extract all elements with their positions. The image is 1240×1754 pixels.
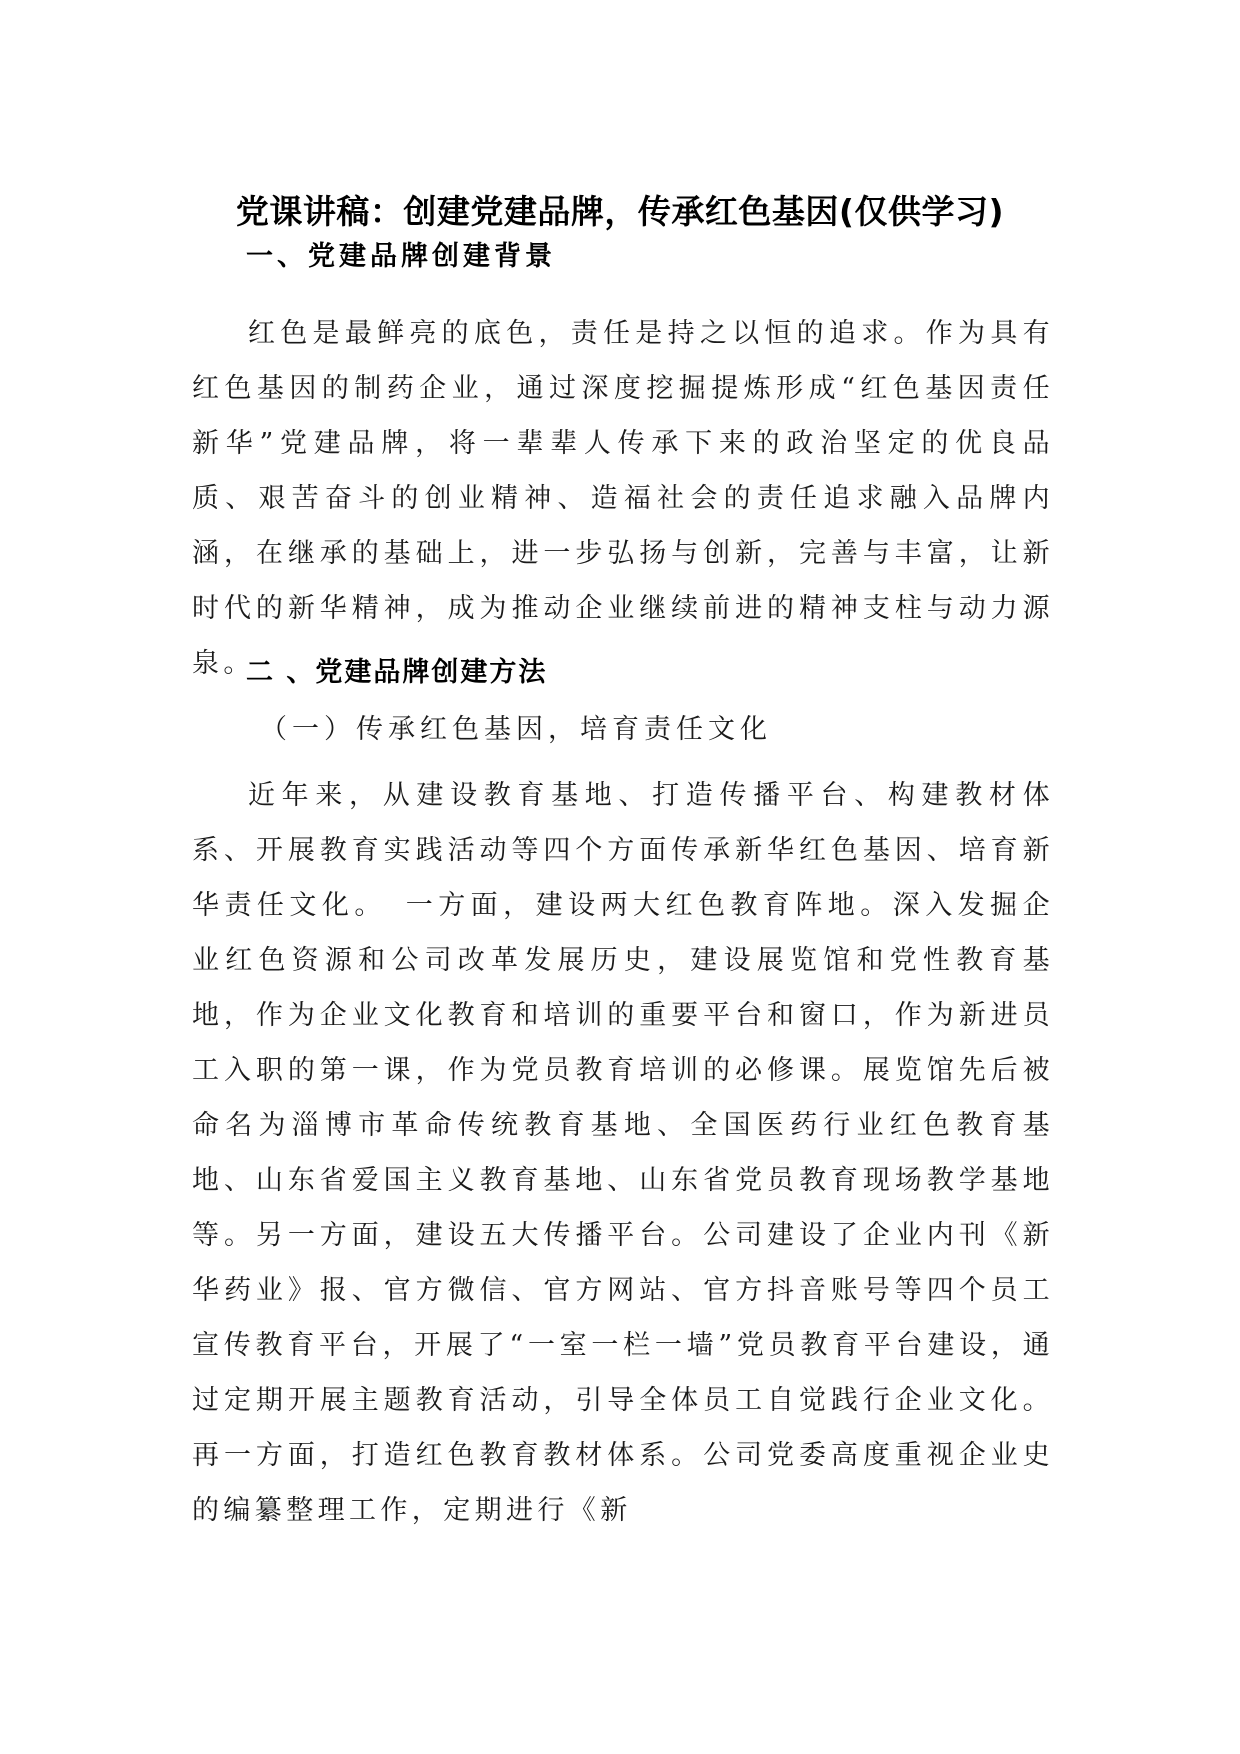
document-title: 党课讲稿：创建党建品牌，传承红色基因(仅供学习) — [235, 192, 1005, 231]
paragraph-background: 红色是最鲜亮的底色，责任是持之以恒的追求。作为具有红色基因的制药企业，通过深度挖掘提炼形成“红色基因责任新华”党建品牌，将一辈辈人传承下来的政治坚定的优良品质、艰苦奋斗的创业精神、造福社会的责任追求融入品牌内涵，在继承的基础上，进一步弘扬与创新，完善与丰富，让新时代的新华精神，成为推动企业继续前进的精神支柱与动力源泉。 — [192, 318, 1054, 679]
section-heading-methods: 二 、党建品牌创建方法 — [246, 657, 548, 688]
paragraph-methods: 近年来，从建设教育基地、打造传播平台、构建教材体系、开展教育实践活动等四个方面传承新华红色基因、培育新华责任文化。 一方面，建设两大红色教育阵地。深入发掘企业红色资源和公司改革发展历史，建设展览馆和党性教育基地，作为企业文化教育和培训的重要平台和窗口，作为新进员工入职的第一课，作为党员教育培训的必修课。展览馆先后被命名为淄博市革命传统教育基地、全国医药行业红色教育基地、山东省爱国主义教育基地、山东省党员教育现场教学基地等。另一方面，建设五大传播平台。公司建设了企业内刊《新华药业》报、官方微信、官方网站、官方抖音账号等四个员工宣传教育平台，开展了“一室一栏一墙”党员教育平台建设，通过定期开展主题教育活动，引导全体员工自觉践行企业文化。再一方面，打造红色教育教材体系。公司党委高度重视企业史的编纂整理工作，定期进行《新 — [192, 780, 1054, 1526]
section-heading-background: 一、党建品牌创建背景 — [246, 241, 556, 272]
subsection-heading-inherit-red-gene: （一）传承红色基因，培育责任文化 — [260, 714, 772, 745]
